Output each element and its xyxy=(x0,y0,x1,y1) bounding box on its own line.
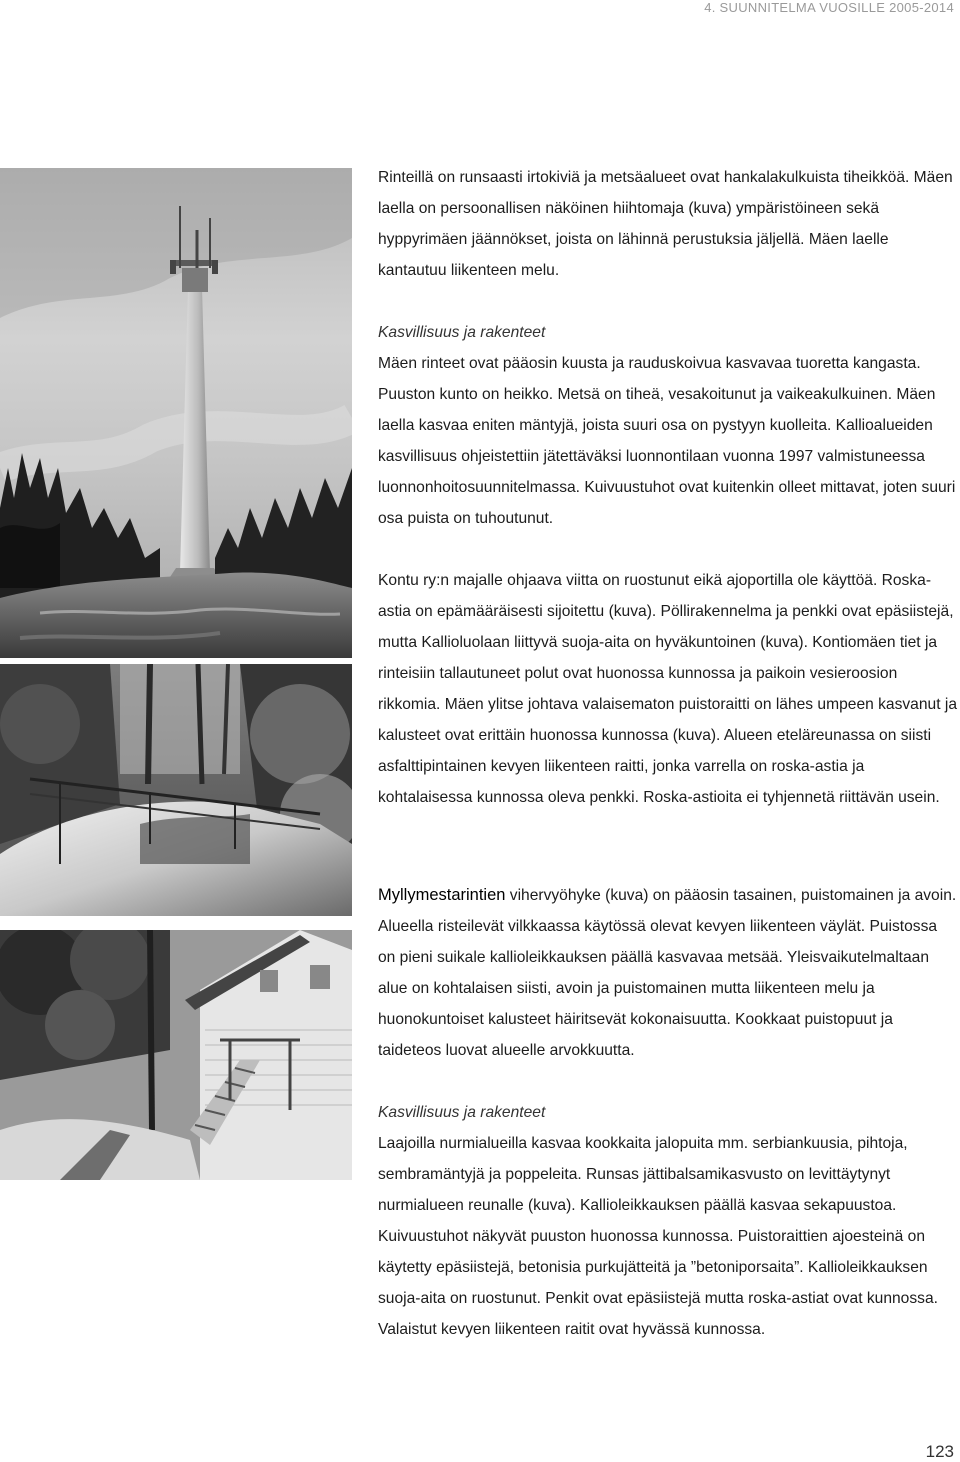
intro-text: Rinteillä on runsaasti irtokiviä ja metsäalueet ovat hankalakulkuista tiheikköä. Mäen laella on persoonallisen näköinen hiihtomaja (kuva) ympäristöineen sekä hyppyrimäen jäännökset, joista on lähinnä perustuksia jäljellä. Mäen laelle kantautuu liikenteen melu. xyxy=(378,169,953,279)
tower-illustration xyxy=(0,168,352,658)
page-number: 123 xyxy=(925,1442,954,1461)
vegetation-text: Mäen rinteet ovat pääosin kuusta ja rauduskoivua kasvavaa tuoretta kangasta. Puuston kunto on heikko. Metsä on tiheä, vesakoitunut ja vaikeakulkuinen. Mäen laella kasvaa eniten mäntyjä, joista suuri osa on pystyyn kuolleita. Kallioalueiden kasvillisuus ohjeistettiin jätettäväksi luonnontilaan vuonna 1997 valmistuneessa luonnonhoitosuunnitelmassa. Kuivuustuhot ovat kuitenkin olleet mittavat, joten suuri osa puista on tuhoutunut. xyxy=(378,355,956,527)
park-intro xyxy=(378,880,958,1066)
park-intro-paragraph xyxy=(378,880,958,1066)
section-heading: Kasvillisuus ja rakenteet xyxy=(378,1104,546,1121)
structures-paragraph xyxy=(378,565,958,813)
park-vegetation-text: Laajoilla nurmialueilla kasvaa kookkaita jalopuita mm. serbiankuusia, pihtoja, sembramäntyjä ja poppeleita. Runsas jättibalsamikasvusto on levittäytynyt nurmialueen reunalle (kuva). Kallioleikkauksen päällä kasvaa sekapuustoa. Kuivuustuhot näkyvät puuston huonossa kunnossa. Puistoraittien ajoesteinä on käytetty epäsiistejä, betonisia purkujätteitä ja ”betoniporsaita”. Kallioleikkauksen suoja-aita on ruostunut. Penkit ovat epäsiistejä mutta roska-astiat ovat kunnossa. Valaistut kevyen liikenteen raitit ovat hyvässä kunnossa. xyxy=(378,1135,938,1338)
park-intro-text: vihervyöhyke (kuva) on pääosin tasainen, puistomainen ja avoin. Alueella risteilevät vilkkaassa käytössä olevat kevyen liikenteen väylät. Puistossa on pieni suikale kallioleikkauksen päällä kasvavaa metsää. Yleisvaikutelmaltaan alue on kohtalaisen siisti, avoin ja puistomainen mutta liikenteen melu ja huonokuntoiset kalusteet häiritsevät kokonaisuutta. Kookkaat puistopuut ja taideteos luovat alueelle arvokkuutta. xyxy=(378,887,957,1059)
park-vegetation-section xyxy=(378,1097,958,1345)
intro-paragraph xyxy=(378,162,958,286)
vegetation-section xyxy=(378,317,958,534)
building-photo xyxy=(0,930,352,1180)
railing-path-illustration xyxy=(0,664,352,916)
railing-path-photo xyxy=(0,664,352,916)
building-illustration xyxy=(0,930,352,1180)
running-header: 4. SUUNNITELMA VUOSILLE 2005-2014 xyxy=(704,0,954,15)
park-name: Myllymestarintien xyxy=(378,886,506,904)
tower-photo xyxy=(0,168,352,658)
section-heading: Kasvillisuus ja rakenteet xyxy=(378,324,546,341)
structures-text: Kontu ry:n majalle ohjaava viitta on ruostunut eikä ajoportilla ole käyttöä. Roska-astia on epämääräisesti sijoitettu (kuva). Pöllirakennelma ja penkki ovat epäsiistejä, mutta Kallioluolaan liittyvä suoja-aita on hyväkuntoinen (kuva). Kontiomäen tiet ja rinteisiin tallautuneet polut ovat huonossa kunnossa ja paikoin vesieroosion rikkomia. Mäen ylitse johtava valaisematon puistoraitti on lähes umpeen kasvanut ja kalusteet ovat erittäin huonossa kunnossa (kuva). Alueen eteläreunassa on siisti asfalttipintainen kevyen liikenteen raitti, jonka varrella on roska-astia ja kohtalaisessa kunnossa oleva penkki. Roska-astioita ei tyhjennetä riittävän usein. xyxy=(378,572,958,806)
